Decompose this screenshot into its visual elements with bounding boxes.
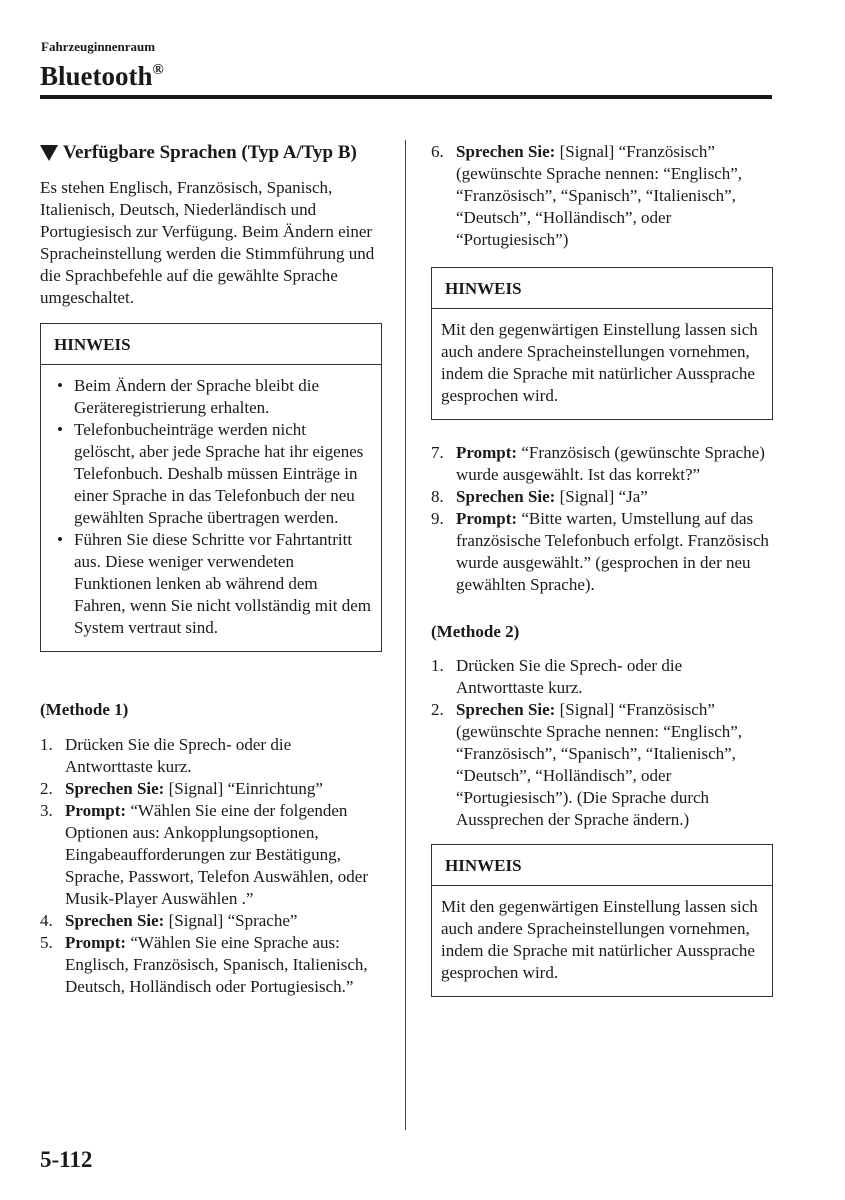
- step-text: Drücken Sie die Sprech- oder die Antworttaste kurz.: [456, 656, 683, 697]
- step-label: Prompt:: [65, 933, 127, 952]
- step-item: [431, 442, 773, 486]
- step-number: 5.: [40, 933, 53, 952]
- method-1-steps: [40, 734, 382, 998]
- step-label: Sprechen Sie:: [65, 779, 165, 798]
- note-title: HINWEIS: [41, 324, 381, 365]
- left-column: [40, 141, 382, 998]
- note-box: [431, 267, 773, 420]
- note-bullet: [49, 375, 371, 419]
- page-number: 5-112: [40, 1147, 93, 1172]
- step-item: [431, 486, 773, 508]
- note-box: [431, 844, 773, 997]
- step-text: [Signal] “Ja”: [555, 487, 648, 506]
- step-text: “Wählen Sie eine Sprache aus: Englisch, Französisch, Spanisch, Italienisch, Deutsch, Holländisch oder Portugiesisch.”: [65, 933, 368, 996]
- step-label: Sprechen Sie:: [456, 487, 556, 506]
- note-box: [40, 323, 382, 652]
- note-text: Mit den gegenwärtigen Einstellung lassen sich auch andere Spracheinstellungen vornehmen, indem die Sprache mit natürlicher Aussprache gesprochen wird.: [441, 320, 758, 405]
- step-text: “Französisch (gewünschte Sprache) wurde ausgewählt. Ist das korrekt?”: [456, 443, 765, 484]
- step-label: Prompt:: [456, 443, 518, 462]
- step-number: 4.: [40, 911, 53, 930]
- note-bullet: [49, 419, 371, 529]
- step-text: [Signal] “Französisch” (gewünschte Sprache nennen: “Englisch”, “Französisch”, “Spanisch”, “Italienisch”, “Deutsch”, “Holländisch”, oder “Portugiesisch”): [456, 142, 743, 249]
- note-bullet: [49, 529, 371, 639]
- step-item: [40, 800, 382, 910]
- step-item: [431, 655, 773, 699]
- method-1-steps-continued: [431, 141, 773, 251]
- intro-paragraph: Es stehen Englisch, Französisch, Spanisch, Italienisch, Deutsch, Niederländisch und Portugiesisch zur Verfügung. Beim Ändern einer Spracheinstellung werden die Stimmführung und die Sprachbefehle auf die gewählte Sprache umgeschaltet.: [40, 178, 375, 307]
- step-number: 1.: [431, 656, 444, 675]
- step-number: 6.: [431, 142, 444, 161]
- step-item: [40, 910, 382, 932]
- step-text: “Wählen Sie eine der folgenden Optionen aus: Ankopplungsoptionen, Eingabeaufforderungen zur Bestätigung, Sprache, Passwort, Telefon Auswählen, oder Musik-Player Auswählen .”: [65, 801, 369, 908]
- step-number: 7.: [431, 443, 444, 462]
- note-bullet-text: Telefonbucheinträge werden nicht gelöscht, aber jede Sprache hat ihr eigenes Telefonbuch. Deshalb müssen Einträge in einer Sprache in das Telefonbuch der neu gewählten Sprache übertragen werden.: [74, 420, 364, 527]
- note-body: [41, 365, 381, 651]
- section-heading-text: Verfügbare Sprachen (Typ A/Typ B): [63, 142, 357, 163]
- note-title: HINWEIS: [432, 268, 772, 309]
- step-number: 2.: [40, 779, 53, 798]
- note-text: Mit den gegenwärtigen Einstellung lassen sich auch andere Spracheinstellungen vornehmen, indem die Sprache mit natürlicher Aussprache gesprochen wird.: [441, 897, 758, 982]
- step-item: [40, 932, 382, 998]
- note-body: [432, 309, 772, 419]
- step-text: [Signal] “Französisch” (gewünschte Sprache nennen: “Englisch”, “Französisch”, “Spanisch”, “Italienisch”, “Deutsch”, “Holländisch”, oder “Portugiesisch”). (Die Sprache durch Aussprechen der Sprache ändern.): [456, 700, 743, 829]
- step-number: 2.: [431, 700, 444, 719]
- step-label: Prompt:: [65, 801, 127, 820]
- registered-mark: ®: [152, 62, 164, 78]
- method-2-steps: [431, 655, 773, 831]
- bullet-icon: •: [57, 376, 63, 395]
- method-1-steps-final: [431, 442, 773, 596]
- note-bullets: [49, 375, 371, 639]
- section-heading: [40, 141, 382, 164]
- step-number: 8.: [431, 487, 444, 506]
- bullet-icon: •: [57, 530, 63, 549]
- step-label: Sprechen Sie:: [456, 700, 556, 719]
- step-number: 3.: [40, 801, 53, 820]
- triangle-down-icon: [40, 145, 58, 161]
- step-text: “Bitte warten, Umstellung auf das französische Telefonbuch erfolgt. Französisch wurde ausgewählt.” (gesprochen in der neu gewählten Sprache).: [456, 509, 769, 594]
- step-text: Drücken Sie die Sprech- oder die Antworttaste kurz.: [65, 735, 292, 776]
- step-label: Sprechen Sie:: [456, 142, 556, 161]
- note-bullet-text: Führen Sie diese Schritte vor Fahrtantritt aus. Diese weniger verwendeten Funktionen lenken ab während dem Fahren, wenn Sie nicht vollständig mit dem System vertraut sind.: [74, 530, 371, 637]
- note-title: HINWEIS: [432, 845, 772, 886]
- step-number: 1.: [40, 735, 53, 754]
- chapter-label: Fahrzeuginnenraum: [41, 39, 156, 54]
- right-column: [431, 141, 773, 997]
- page-title: [40, 55, 164, 91]
- method-1-heading: (Methode 1): [40, 700, 129, 719]
- step-item: [431, 141, 773, 251]
- step-item: [40, 778, 382, 800]
- step-item: [431, 699, 773, 831]
- page-title-text: Bluetooth: [40, 61, 153, 91]
- step-label: Sprechen Sie:: [65, 911, 165, 930]
- step-number: 9.: [431, 509, 444, 528]
- step-item: [431, 508, 773, 596]
- step-text: [Signal] “Sprache”: [164, 911, 298, 930]
- note-body: [432, 886, 772, 996]
- step-item: [40, 734, 382, 778]
- note-bullet-text: Beim Ändern der Sprache bleibt die Geräteregistrierung erhalten.: [74, 376, 320, 417]
- bullet-icon: •: [57, 420, 63, 439]
- method-2-heading: (Methode 2): [431, 622, 520, 641]
- step-label: Prompt:: [456, 509, 518, 528]
- header-rule: [40, 95, 772, 99]
- column-divider: [405, 140, 406, 1130]
- step-text: [Signal] “Einrichtung”: [164, 779, 323, 798]
